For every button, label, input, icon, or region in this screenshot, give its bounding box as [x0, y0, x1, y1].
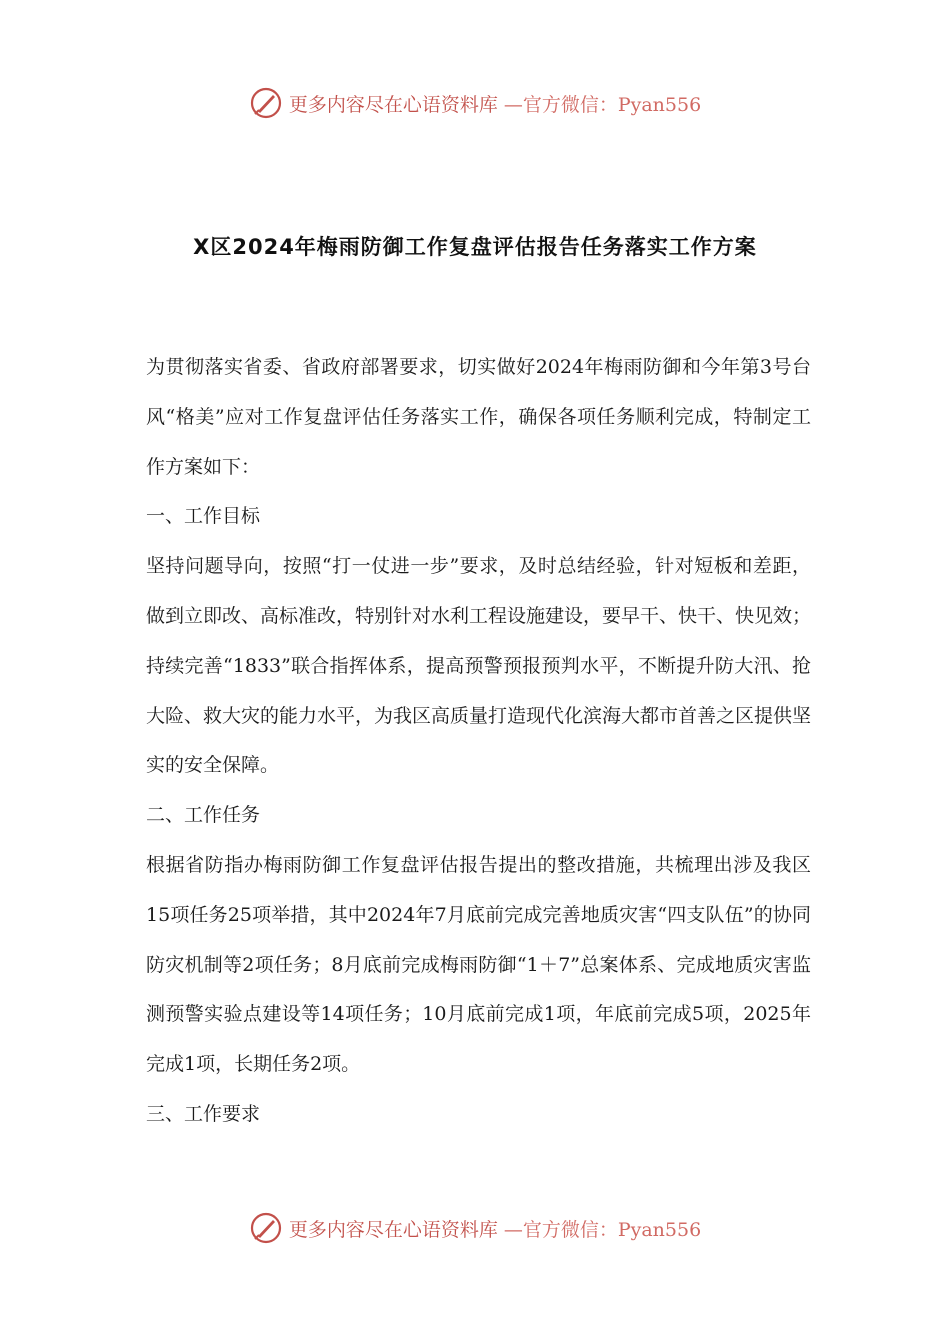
goals-paragraph: 坚持问题导向，按照“打一仗进一步”要求，及时总结经验，针对短板和差距，做到立即改、高标准改，特别针对水利工程设施建设，要早干、快干、快见效；持续完善“1833”联合指挥体系，提高预警预报预判水平，不断提升防大汛、抢大险、救大灾的能力水平，为我区高质量打造现代化滨海大都市首善之区提供坚实的安全保障。 — [146, 555, 812, 777]
section-heading-tasks: 二、工作任务 — [146, 804, 261, 827]
quill-logo-icon — [249, 86, 283, 120]
section-heading-goals: 一、工作目标 — [146, 505, 261, 528]
watermark-footer — [0, 1211, 950, 1245]
watermark-sub-text: —官方微信：Pyan556 — [503, 93, 702, 116]
watermark-main-text: 更多内容尽在心语资料库 — [288, 1218, 498, 1241]
watermark-header — [0, 86, 950, 120]
document-title: X区2024年梅雨防御工作复盘评估报告任务落实工作方案 — [193, 235, 757, 259]
quill-logo-icon — [249, 1211, 283, 1245]
intro-paragraph: 为贯彻落实省委、省政府部署要求，切实做好2024年梅雨防御和今年第3号台风“格美”应对工作复盘评估任务落实工作，确保各项任务顺利完成，特制定工作方案如下： — [146, 356, 811, 478]
document-body — [146, 343, 811, 1140]
watermark-main-text: 更多内容尽在心语资料库 — [288, 93, 498, 116]
section-heading-requirements: 三、工作要求 — [146, 1102, 261, 1125]
watermark-sub-text: —官方微信：Pyan556 — [503, 1218, 702, 1241]
tasks-paragraph: 根据省防指办梅雨防御工作复盘评估报告提出的整改措施，共梳理出涉及我区15项任务25项举措，其中2024年7月底前完成完善地质灾害“四支队伍”的协同防灾机制等2项任务；8月底前完成梅雨防御“1＋7”总案体系、完成地质灾害监测预警实验点建设等14项任务；10月底前完成1项，年底前完成5项，2025年完成1项，长期任务2项。 — [146, 853, 811, 1076]
